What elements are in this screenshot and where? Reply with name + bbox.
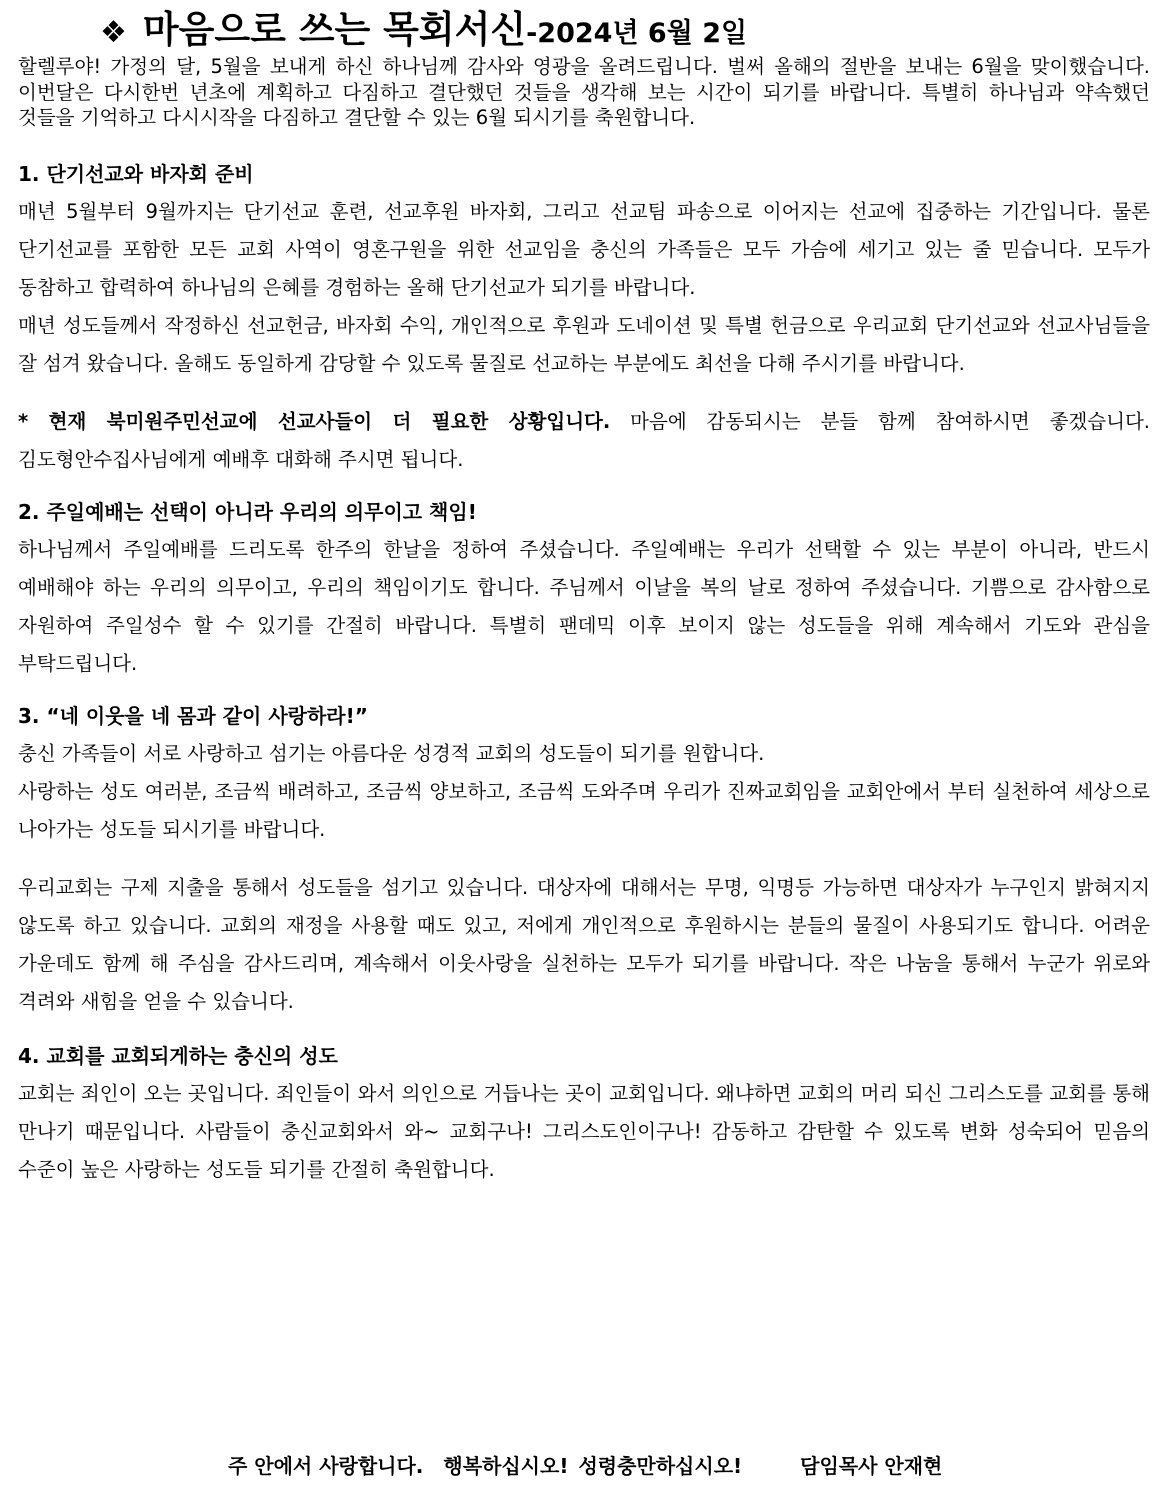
note-text: 마음에 감동되시는 분들 함께 참여하시면 좋겠습니다. 김도형안수집사님에게 예배후 대화해 주시면 됩니다.: [18, 409, 1150, 471]
section-1-paragraph-1: 매년 5월부터 9월까지는 단기선교 훈련, 선교후원 바자회, 그리고 선교팀 파송으로 이어지는 선교에 집중하는 기간입니다. 물론 단기선교를 포함한 모든 교회 사역이 영혼구원을 위한 선교임을 충신의 가족들은 모두 가슴에 세기고 있는 줄 믿습니다. 모두가 동참하고 합력하여 하나님의 은혜를 경험하는 올해 단기선교가 되기를 바랍니다.: [18, 199, 1150, 299]
intro-paragraph: 할렐루야! 가정의 달, 5월을 보내게 하신 하나님께 감사와 영광을 올려드립니다. 벌써 올해의 절반을 보내는 6월을 맞이했습니다. 이번달은 다시한번 년초에 계획하고 다짐하고 결단했던 것들을 생각해 보는 시간이 되기를 바랍니다. 특별히 하나님과 약속했던 것들을 기억하고 다시시작을 다짐하고 결단할 수 있는 6월 되시기를 축원합니다.: [18, 55, 1150, 129]
page-title: [100, 6, 1150, 54]
section-1-paragraph-2: 매년 성도들께서 작정하신 선교헌금, 바자회 수익, 개인적으로 후원과 도네이션 및 특별 헌금으로 우리교회 단기선교와 선교사님들을 잘 섬겨 왔습니다. 올해도 동일하게 감당할 수 있도록 물질로 선교하는 부분에도 최선을 다해 주시기를 바랍니다.: [18, 313, 1150, 375]
title-date: -2024년 6월 2일: [526, 18, 748, 49]
closing-greeting-3: 성령충만하십시오!: [578, 1454, 743, 1478]
title-main: 마음으로 쓰는 목회서신: [142, 8, 527, 51]
section-1-note: [18, 403, 1150, 479]
closing-line: [228, 1450, 942, 1479]
pastor-signature: 담임목사 안재현: [800, 1454, 943, 1478]
closing-greeting-2: 행복하십시오!: [443, 1454, 569, 1478]
section-3-paragraph-3: 우리교회는 구제 지출을 통해서 성도들을 섬기고 있습니다. 대상자에 대해서는 무명, 익명등 가능하면 대상자가 누구인지 밝혀지지 않도록 하고 있습니다. 교회의 재정을 사용할 때도 있고, 저에게 개인적으로 후원하시는 분들의 물질이 사용되기도 합니다. 어려운 가운데도 함께 해 주심을 감사드리며, 계속해서 이웃사랑을 실천하는 모두가 되기를 바랍니다. 작은 나눔을 통해서 누군가 위로와 격려와 새힘을 얻을 수 있습니다.: [18, 875, 1150, 1013]
section-2-paragraph-1: 하나님께서 주일예배를 드리도록 한주의 한날을 정하여 주셨습니다. 주일예배는 우리가 선택할 수 있는 부분이 아니라, 반드시 예배해야 하는 우리의 의무이고, 우리의 책임이기도 합니다. 주님께서 이날을 복의 날로 정하여 주셨습니다. 기쁨으로 감사함으로 자원하여 주일성수 할 수 있기를 간절히 바랍니다. 특별히 팬데믹 이후 보이지 않는 성도들을 위해 계속해서 기도와 관심을 부탁드립니다.: [18, 537, 1150, 675]
section-1-heading: 1. 단기선교와 바자회 준비: [18, 161, 254, 186]
section-3-paragraph-2: 사랑하는 성도 여러분, 조금씩 배려하고, 조금씩 양보하고, 조금씩 도와주며 우리가 진짜교회임을 교회안에서 부터 실천하여 세상으로 나아가는 성도들 되시기를 바랍니다.: [18, 779, 1150, 841]
section-3-paragraph-1: 충신 가족들이 서로 사랑하고 섬기는 아름다운 성경적 교회의 성도들이 되기를 원합니다.: [18, 741, 765, 765]
diamond-bullet-icon: ❖: [100, 15, 127, 50]
letter-page: [18, 6, 1150, 1189]
note-emphasis: * 현재 북미원주민선교에 선교사들이 더 필요한 상황입니다.: [18, 409, 611, 433]
section-2-heading: 2. 주일예배는 선택이 아니라 우리의 의무이고 책임!: [18, 499, 477, 524]
closing-greeting-1: 주 안에서 사랑합니다.: [228, 1454, 424, 1478]
section-4-paragraph-1: 교회는 죄인이 오는 곳입니다. 죄인들이 와서 의인으로 거듭나는 곳이 교회입니다. 왜냐하면 교회의 머리 되신 그리스도를 교회를 통해 만나기 때문입니다. 사람들이 충신교회와서 와~ 교회구나! 그리스도인이구나! 감동하고 감탄할 수 있도록 변화 성숙되어 믿음의 수준이 높은 사랑하는 성도들 되기를 간절히 축원합니다.: [18, 1081, 1150, 1181]
section-3-heading: 3. “네 이웃을 네 몸과 같이 사랑하라!”: [18, 703, 368, 728]
section-4-heading: 4. 교회를 교회되게하는 충신의 성도: [18, 1043, 338, 1068]
